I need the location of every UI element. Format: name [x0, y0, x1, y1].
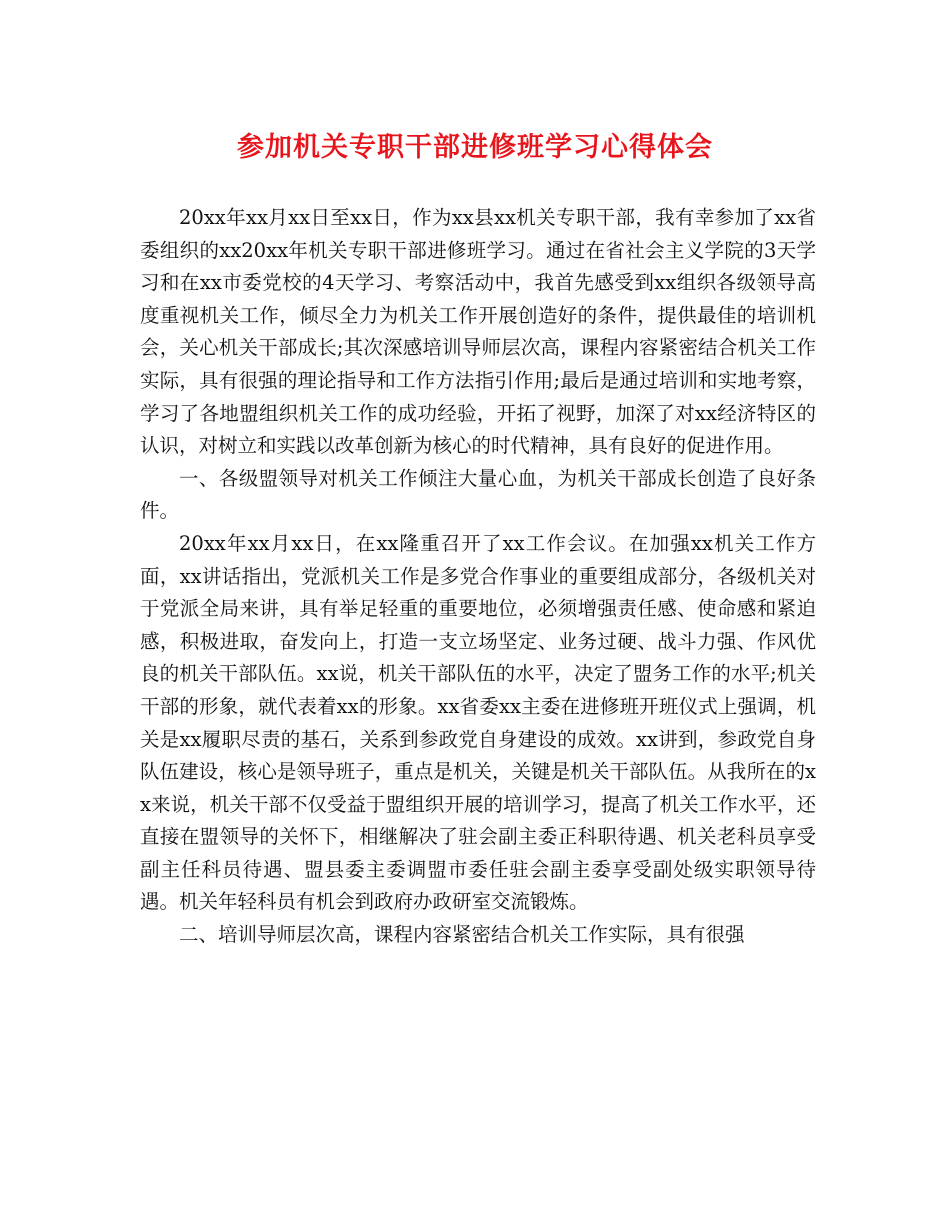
paragraph-intro: 20xx年xx月xx日至xx日，作为xx县xx机关专职干部，我有幸参加了xx省委组织的xx20xx年机关专职干部进修班学习。通过在省社会主义学院的3天学习和在xx市委党校的4天学习、考察活动中，我首先感受到xx组织各级领导高度重视机关工作，倾尽全力为机关工作开展创造好的条件，提供最佳的培训机会，关心机关干部成长;其次深感培训导师层次高，课程内容紧密结合机关工作实际，具有很强的理论指导和工作方法指引作用;最后是通过培训和实地考察，学习了各地盟组织机关工作的成功经验，开拓了视野，加深了对xx经济特区的认识，对树立和实践以改革创新为核心的时代精神，具有良好的促进作用。 — [140, 206, 816, 458]
document-body — [140, 202, 816, 952]
section-heading-2: 二、培训导师层次高，课程内容紧密结合机关工作实际，具有很强 — [179, 923, 745, 947]
section-heading-1: 一、各级盟领导对机关工作倾注大量心血，为机关干部成长创造了良好条件。 — [140, 466, 816, 523]
document-title: 参加机关专职干部进修班学习心得体会 — [237, 132, 713, 163]
paragraph-section-1: 20xx年xx月xx日，在xx隆重召开了xx工作会议。在加强xx机关工作方面，xx讲话指出，党派机关工作是多党合作事业的重要组成部分，各级机关对于党派全局来讲，具有举足轻重的重要地位，必须增强责任感、使命感和紧迫感，积极进取，奋发向上，打造一支立场坚定、业务过硬、战斗力强、作风优良的机关干部队伍。xx说，机关干部队伍的水平，决定了盟务工作的水平;机关干部的形象，就代表着xx的形象。xx省委xx主委在进修班开班仪式上强调，机关是xx履职尽责的基石，关系到参政党自身建设的成效。xx讲到，参政党自身队伍建设，核心是领导班子，重点是机关，关键是机关干部队伍。从我所在的xx来说，机关干部不仅受益于盟组织开展的培训学习，提高了机关工作水平，还直接在盟领导的关怀下，相继解决了驻会副主委正科职待遇、机关老科员享受副主任科员待遇、盟县委主委调盟市委任驻会副主委享受副处级实职领导待遇。机关年轻科员有机会到政府办政研室交流锻炼。 — [140, 531, 816, 914]
